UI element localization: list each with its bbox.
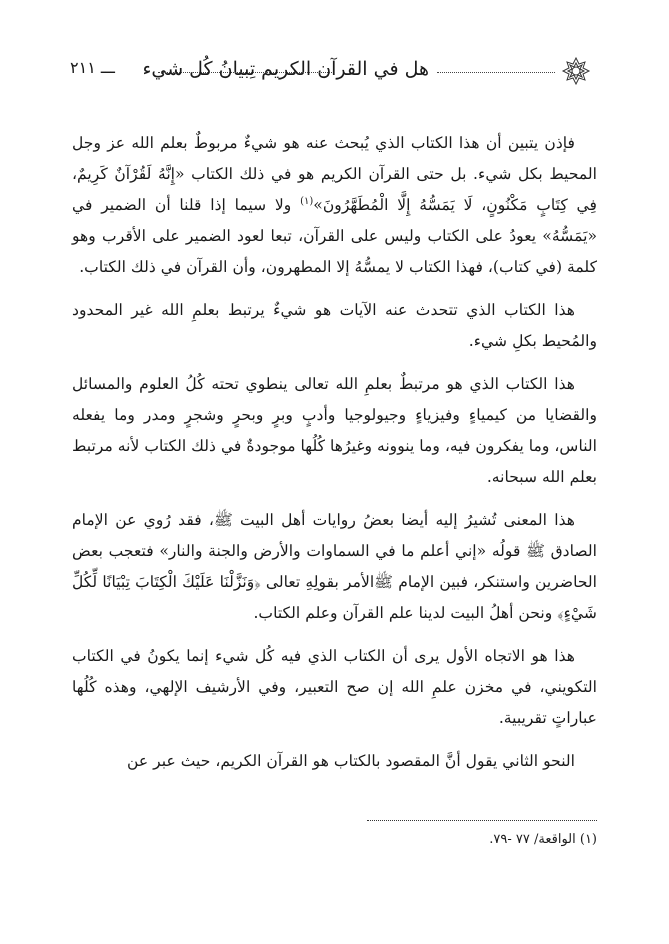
paragraph: هذا المعنى تُشيرُ إليه أيضا بعضُ روايات أهل البيت ﷺ، فقد رُوي عن الإمام الصادق ﷺ قولُه «إني أعلم ما في السماوات والأرض والجنة والنار» فتعجب بعض الحاضرين واستنكر، فبين الإمام ﷺالأمر بقولِهِ تعالى ﴿وَنَزَّلْنَا عَلَيْكَ الْكِتَابَ تِبْيَانًا لِّكُلِّ شَيْءٍ﴾ ونحن أهلُ البيت لدينا علم القرآن وعلم الكتاب. [72, 511, 597, 622]
paragraph-text: فإذن يتبين أن هذا الكتاب الذي يُبحث عنه هو شيءٌ مربوطٌ بعلم الله عز وجل المحيط بكل شيء. بل حتى القرآن الكريم هو في ذلك الكتاب «إِنَّهُ لَقُرْآنٌ كَرِيمٌ، فِي كِتَابٍ مَكْنُونٍ، لَا يَمَسُّهُ إِلَّا الْمُطَهَّرُونَ» [72, 134, 597, 214]
paragraph: هذا الكتاب الذي تتحدث عنه الآيات هو شيءٌ يرتبط بعلمِ الله غير المحدود والمُحيط بكلِ شيء. [72, 301, 597, 350]
header-dotted-rule [437, 72, 555, 73]
page-number [70, 58, 115, 77]
page-number-dash: ـــ [100, 58, 115, 77]
paragraph [72, 128, 597, 283]
header-dotted-rule [158, 72, 332, 73]
footnote: (١) الواقعة/ ٧٧ -٧٩. [489, 832, 597, 847]
page-header [70, 52, 599, 92]
paragraph: هذا هو الاتجاه الأول يرى أن الكتاب الذي فيه كُل شيء إنما يكونُ في الكتاب التكويني، في مخزن علمِ الله إن صح التعبير، وفي الأرشيف الإلهي، وهذه كُلُها عباراتٍ تقريبية. [72, 647, 597, 727]
paragraph-text: ولا سيما إذا قلنا أن الضمير في «يَمَسُّهُ» يعودُ على الكتاب وليس على القرآن، تبعا لعود الضمير على الأقرب وهو كلمة (في كتاب)، فهذا الكتاب لا يمسُّهُ إلا المطهرون، وأن القرآن في ذلك الكتاب. [72, 196, 597, 276]
page-number-value: ٢١١ [70, 58, 96, 77]
footnote-reference: (١) [300, 195, 314, 207]
running-title: هل في القرآن الكريم تِبيانُ كُل شيء [142, 58, 429, 80]
flower-ornament-icon [561, 56, 591, 86]
footnote-separator [367, 820, 597, 821]
paragraph: النحو الثاني يقول أنَّ المقصود بالكتاب هو القرآن الكريم، حيث عبر عن [127, 752, 575, 770]
paragraph: هذا الكتاب الذي هو مرتبطٌ بعلمِ الله تعالى ينطوي تحته كُلُ العلوم والمسائل والقضايا من كيمياءٍ وفيزياءٍ وجيولوجيا وأدبٍ وبرٍ وبحرٍ وشجرٍ ومدر وما يفعله الناس، وما يفكرون فيه، وما ينوونه وغيرُها كُلُها موجودةٌ في ذلك الكتاب لأنه مرتبط بعلم الله سبحانه. [72, 375, 597, 486]
body-text [72, 128, 597, 777]
